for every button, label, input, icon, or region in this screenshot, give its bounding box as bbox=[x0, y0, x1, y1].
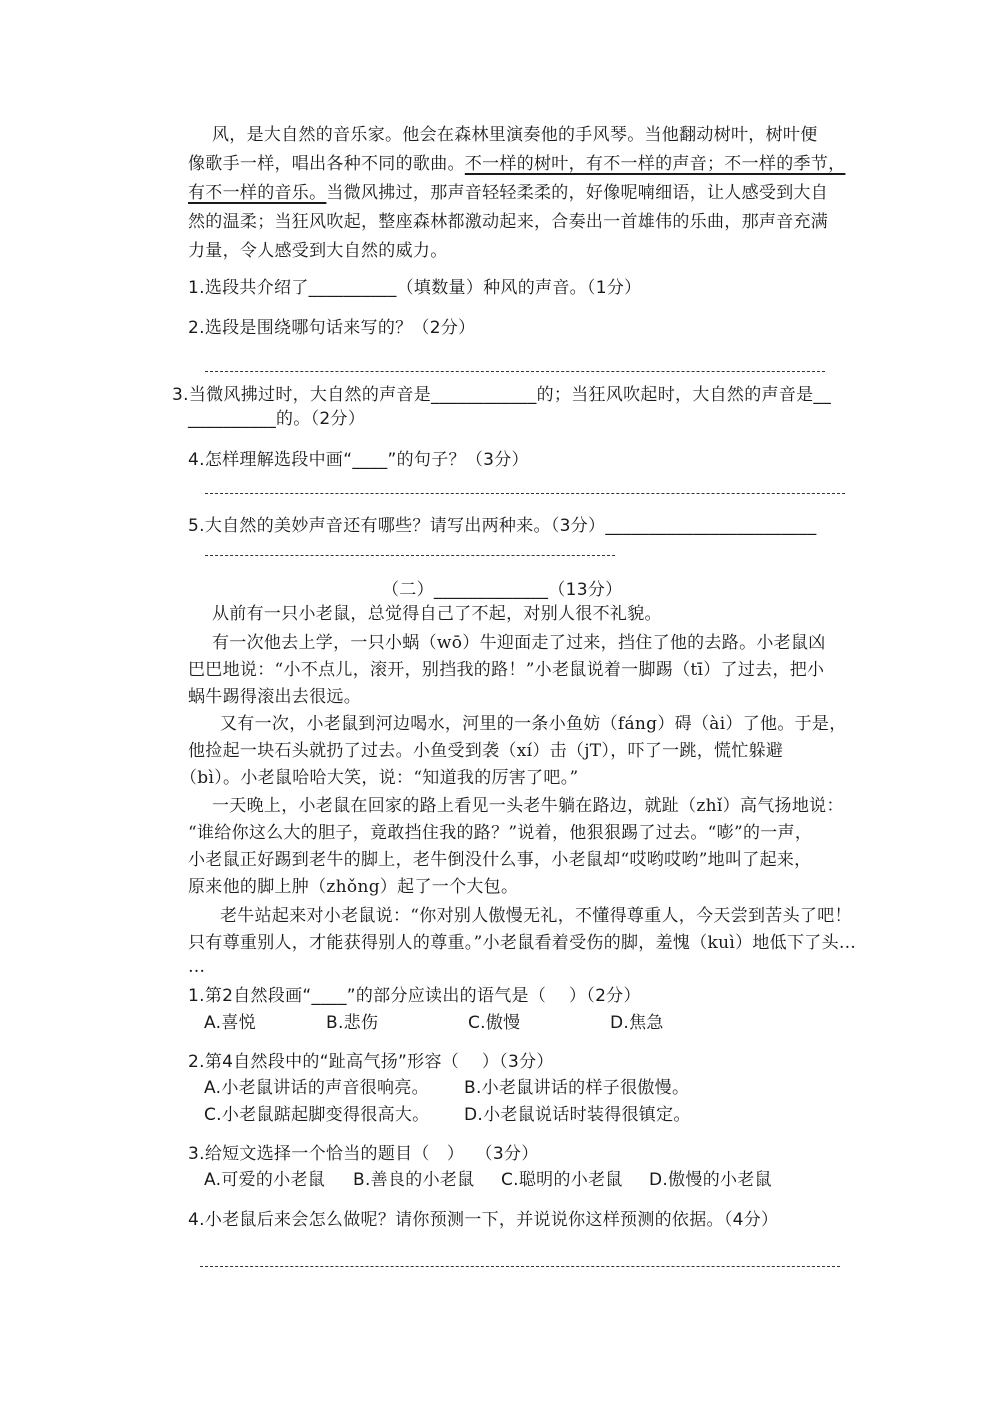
question1-2: 2.选段是围绕哪句话来写的？（2分） bbox=[188, 318, 476, 338]
passage1-line-3-text: 当微风拂过，那声音轻轻柔柔的，好像呢喃细语，让人感受到大自 bbox=[326, 183, 829, 203]
passage2-para-4-line-4: 原来他的脚上肿（zhǒng）起了一个大包。 bbox=[188, 877, 519, 897]
question2-2-option-d[interactable]: D.小老鼠说话时装得很镇定。 bbox=[464, 1105, 691, 1125]
question2-3-option-b[interactable]: B.善良的小老鼠 bbox=[353, 1170, 475, 1190]
passage2-para-5-line-2: 只有尊重别人，才能获得别人的尊重。”小老鼠看着受伤的脚，羞愧（kuì）地低下了头… bbox=[188, 933, 857, 953]
question2-3: 3.给短文选择一个恰当的题目（ ） （3分） bbox=[188, 1144, 539, 1164]
passage2-para-2-line-3: 蜗牛踢得滚出去很远。 bbox=[188, 687, 361, 707]
question2-3-option-d[interactable]: D.傲慢的小老鼠 bbox=[649, 1170, 772, 1190]
question1-5: 5.大自然的美妙声音还有哪些？请写出两种来。（3分）________________________ bbox=[188, 516, 817, 536]
question2-3-option-c[interactable]: C.聪明的小老鼠 bbox=[501, 1170, 623, 1190]
passage2-para-3-line-2: 他捡起一块石头就扔了过去。小鱼受到袭（xí）击（jT），吓了一跳，慌忙躲避 bbox=[188, 741, 784, 761]
passage1-line-4: 然的温柔；当狂风吹起，整座森林都激动起来，合奏出一首雄伟的乐曲，那声音充满 bbox=[188, 212, 829, 232]
question1-3-line-2: __________的。（2分） bbox=[188, 409, 366, 429]
question1-3-line-1: 3.当微风拂过时，大自然的声音是____________的；当狂风吹起时，大自然的声音是__ bbox=[172, 385, 832, 405]
answer-line[interactable] bbox=[205, 555, 615, 556]
passage2-para-1: 从前有一只小老鼠，总觉得自己了不起，对别人很不礼貌。 bbox=[212, 604, 662, 624]
passage1-line-3 bbox=[188, 180, 828, 206]
passage2-para-4-line-1: 一天晚上，小老鼠在回家的路上看见一头老牛躺在路边，就趾（zhǐ）高气扬地说： bbox=[212, 796, 844, 816]
question2-1-option-b[interactable]: B.悲伤 bbox=[326, 1013, 379, 1033]
question2-1-option-a[interactable]: A.喜悦 bbox=[204, 1013, 256, 1033]
section2-heading: （二）_____________（13分） bbox=[382, 580, 623, 600]
question2-2: 2.第4自然段中的“趾高气扬”形容（ ）（3分） bbox=[188, 1052, 554, 1072]
question2-4: 4.小老鼠后来会怎么做呢？请你预测一下，并说说你这样预测的依据。（4分） bbox=[188, 1210, 779, 1230]
passage1-line-2 bbox=[188, 151, 845, 177]
passage2-para-4-line-2: “谁给你这么大的胆子，竟敢挡住我的路？”说着，他狠狠踢了过去。“嘭”的一声， bbox=[188, 823, 813, 843]
passage2-para-2-line-1: 有一次他去上学，一只小蜗（wō）牛迎面走了过来，挡住了他的去路。小老鼠凶 bbox=[212, 633, 826, 653]
question2-2-option-c[interactable]: C.小老鼠踮起脚变得很高大。 bbox=[204, 1105, 430, 1125]
passage2-para-3-line-1: 又有一次，小老鼠到河边喝水，河里的一条小鱼妨（fáng）碍（ài）了他。于是， bbox=[220, 714, 847, 734]
passage2-para-3-line-3: （bì）。小老鼠哈哈大笑，说：“知道我的厉害了吧。” bbox=[180, 768, 579, 788]
passage1-line-1: 风，是大自然的音乐家。他会在森林里演奏他的手风琴。当他翻动树叶，树叶便 bbox=[212, 125, 818, 145]
question2-1-option-c[interactable]: C.傲慢 bbox=[468, 1013, 521, 1033]
passage2-para-4-line-3: 小老鼠正好踢到老牛的脚上，老牛倒没什么事，小老鼠却“哎哟哎哟”地叫了起来， bbox=[188, 850, 812, 870]
passage1-line-5: 力量，令人感受到大自然的威力。 bbox=[188, 241, 448, 261]
passage2-para-2-line-2: 巴巴地说：“小不点儿，滚开，别挡我的路！”小老鼠说着一脚踢（tī）了过去，把小 bbox=[188, 660, 825, 680]
answer-line[interactable] bbox=[205, 493, 845, 494]
answer-line[interactable] bbox=[205, 371, 825, 372]
answer-line[interactable] bbox=[200, 1266, 840, 1267]
passage1-line-2-text: 像歌手一样，唱出各种不同的歌曲。 bbox=[188, 154, 465, 174]
question2-2-option-b[interactable]: B.小老鼠讲话的样子很傲慢。 bbox=[464, 1078, 690, 1098]
question2-3-option-a[interactable]: A.可爱的小老鼠 bbox=[204, 1170, 326, 1190]
question2-1: 1.第2自然段画“____”的部分应读出的语气是（ ）（2分） bbox=[188, 986, 641, 1006]
question1-4: 4.怎样理解选段中画“____”的句子？（3分） bbox=[188, 450, 529, 470]
question1-1: 1.选段共介绍了__________（填数量）种风的声音。（1分） bbox=[188, 278, 642, 298]
question2-2-option-a[interactable]: A.小老鼠讲话的声音很响亮。 bbox=[204, 1078, 429, 1098]
question2-1-option-d[interactable]: D.焦急 bbox=[610, 1013, 664, 1033]
underlined-sentence-part-2: 有不一样的音乐。 bbox=[188, 183, 327, 203]
passage2-para-5-line-3: … bbox=[188, 957, 206, 977]
underlined-sentence-part-1: 不一样的树叶，有不一样的声音；不一样的季节， bbox=[464, 154, 846, 174]
passage2-para-5-line-1: 老牛站起来对小老鼠说：“你对别人傲慢无礼，不懂得尊重人，今天尝到苦头了吧！ bbox=[220, 906, 852, 926]
